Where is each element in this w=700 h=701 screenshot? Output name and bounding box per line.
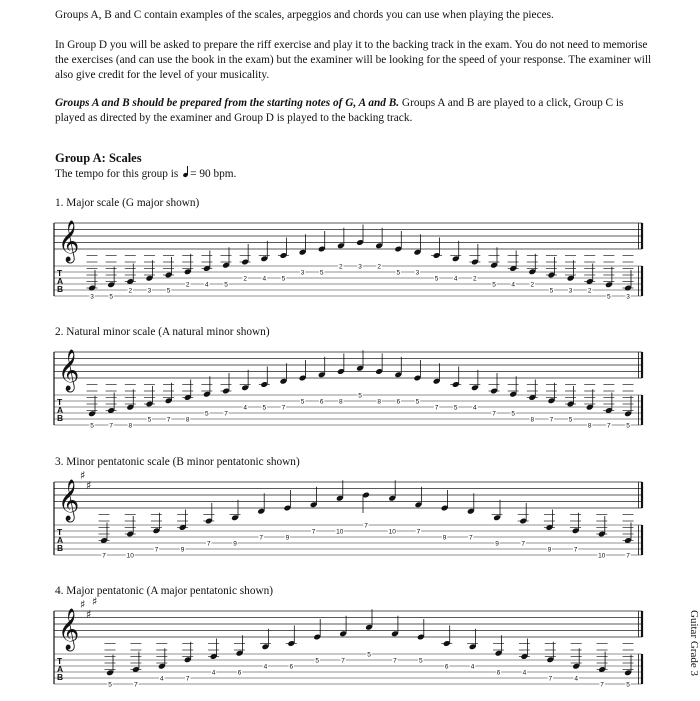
tab-fret-number: 5 [319,269,324,277]
tab-fret-number: 2 [530,281,535,289]
tab-fret-number: 7 [154,546,159,554]
intro-paragraph-1: Groups A, B and C contain examples of the scales, arpeggios and chords you can use when playing the pieces. [55,9,554,21]
tab-fret-number: 3 [358,263,362,271]
tab-fret-number: 8 [587,422,592,430]
tab-fret-number: 5 [626,422,630,430]
tab-fret-number: 9 [180,546,185,554]
tab-fret-number: 5 [90,422,94,430]
tab-fret-number: 5 [262,404,267,412]
tab-fret-number: 7 [311,528,316,536]
tab-fret-number: 7 [434,404,439,412]
treble-clef-icon: 𝄞 [58,480,80,521]
tab-fret-number: 4 [574,675,579,683]
tab-fret-number: 5 [300,398,305,406]
tab-fret-number: 3 [147,287,152,295]
tab-fret-number: 5 [418,657,423,665]
tab-fret-number: 4 [511,281,515,289]
tab-fret-number: 4 [470,663,475,671]
tab-fret-number: 5 [626,681,630,689]
tab-fret-number: 9 [233,540,237,548]
tab-fret-number: 6 [289,663,294,671]
tab-fret-number: 9 [442,534,447,542]
tab-fret-number: 2 [587,287,592,295]
tab-fret-number: 8 [377,398,381,406]
tab-fret-number: 7 [492,410,496,418]
tab-fret-number: 7 [600,681,604,689]
tab-fret-number: 5 [224,281,228,289]
tab-clef-letter: A [57,276,64,286]
tab-fret-number: 5 [607,293,611,301]
tab-fret-number: 8 [339,398,343,406]
tab-fret-number: 10 [126,552,134,560]
tab-fret-number: 5 [511,410,515,418]
tab-fret-number: 7 [185,675,190,683]
tempo-value: = 90 bpm. [190,168,237,180]
tab-fret-number: 7 [134,681,138,689]
tab-fret-number: 8 [128,422,133,430]
group-a-title: Group A: Scales [55,151,142,165]
intro-paragraph-3 [55,96,655,126]
tab-fret-number: 7 [102,552,106,560]
exercise-2-notation [52,342,644,442]
tab-fret-number: 7 [281,404,286,412]
tab-fret-number: 7 [416,528,421,536]
tab-fret-number: 7 [224,410,228,418]
tab-fret-number: 3 [90,293,94,301]
tab-fret-number: 4 [263,663,268,671]
intro-paragraph-2: In Group D you will be asked to prepare the riff exercise and play it to the backing track in the exam. You do not need to memorise the exercises (and can use the book in the exam) but the examiner will be looking for the speed of your response. The examiner will also give credit for the level of your musicality. [55,39,652,81]
tab-fret-number: 5 [166,287,171,295]
key-signature-sharp: ♯ [86,478,92,492]
exercise-4-label: 4. Major pentatonic (A major pentatonic shown) [55,585,274,597]
tab-clef-letter: T [57,527,63,537]
tab-fret-number: 7 [364,522,368,530]
tab-fret-number: 5 [396,269,401,277]
tab-fret-number: 7 [341,657,345,665]
tab-fret-number: 7 [548,675,553,683]
treble-clef-icon: 𝄞 [58,609,80,650]
tempo-line [55,167,655,182]
tab-fret-number: 5 [281,275,286,283]
tab-fret-number: 2 [128,287,133,295]
intro-paragraph-3-rest: Groups A and B are played to a click, Group C is played as directed by the examiner and Group D is played to the backing track. [55,97,624,124]
tab-fret-number: 5 [568,416,573,424]
tab-fret-number: 4 [522,669,527,677]
key-signature-sharp: ♯ [86,607,92,621]
tab-fret-number: 4 [159,675,164,683]
tab-fret-number: 4 [205,281,209,289]
exercise-2-label: 2. Natural minor scale (A natural minor shown) [55,326,270,338]
tab-clef-letter: A [57,405,64,415]
tab-fret-number: 8 [185,416,190,424]
tab-fret-number: 7 [206,540,211,548]
tab-fret-number: 4 [211,669,216,677]
tab-fret-number: 3 [415,269,420,277]
tab-clef-letter: A [57,664,64,674]
tab-fret-number: 7 [393,657,397,665]
tab-fret-number: 10 [336,528,344,536]
tab-clef-letter: T [57,656,63,666]
exercise-4-notation [52,594,644,701]
key-signature-sharp: ♯ [92,594,98,608]
tab-fret-number: 5 [147,416,152,424]
treble-clef-icon: 𝄞 [58,350,80,391]
tab-fret-number: 6 [319,398,324,406]
tab-fret-number: 7 [573,546,578,554]
sidebar-text: Guitar Grade 3 [688,610,700,676]
tab-fret-number: 5 [315,657,320,665]
exercise-3-label: 3. Minor pentatonic scale (B minor pentatonic shown) [55,456,300,468]
tab-fret-number: 5 [108,681,112,689]
tab-fret-number: 7 [468,534,473,542]
tab-fret-number: 6 [496,669,501,677]
tab-fret-number: 5 [549,287,554,295]
tab-fret-number: 2 [243,275,247,283]
tab-fret-number: 6 [444,663,449,671]
tab-fret-number: 2 [185,281,190,289]
tab-fret-number: 10 [388,528,396,536]
tab-fret-number: 5 [358,392,362,400]
tab-fret-number: 7 [166,416,171,424]
tab-fret-number: 5 [453,404,458,412]
sidebar-grade-label [688,610,700,700]
tab-fret-number: 2 [339,263,343,271]
treble-clef-icon: 𝄞 [58,221,80,262]
quarter-note-icon [183,167,189,177]
tab-clef-letter: B [57,284,64,294]
exercise-1-notation [52,213,644,313]
tab-fret-number: 9 [547,546,552,554]
tab-fret-number: 2 [473,275,477,283]
tab-fret-number: 9 [285,534,290,542]
tab-fret-number: 6 [237,669,242,677]
tab-fret-number: 5 [367,651,371,659]
tab-fret-number: 3 [568,287,573,295]
tab-clef-letter: T [57,397,63,407]
tab-fret-number: 7 [259,534,264,542]
tab-fret-number: 3 [300,269,305,277]
tab-fret-number: 7 [109,422,113,430]
tab-clef-letter: B [57,413,64,423]
tab-clef-letter: B [57,543,64,553]
tab-fret-number: 7 [626,552,630,560]
tab-fret-number: 4 [453,275,458,283]
key-signature-sharp: ♯ [80,598,86,611]
tab-fret-number: 7 [549,416,554,424]
tab-fret-number: 4 [243,404,247,412]
tab-clef-letter: A [57,535,64,545]
tab-fret-number: 4 [262,275,267,283]
tab-fret-number: 7 [607,422,611,430]
tab-fret-number: 5 [109,293,113,301]
tab-fret-number: 8 [530,416,535,424]
tab-fret-number: 3 [626,293,630,301]
intro-paragraph-3-emphasis: Groups A and B should be prepared from the starting notes of G, A and B. [55,97,400,109]
tab-fret-number: 5 [434,275,439,283]
tab-fret-number: 5 [205,410,209,418]
key-signature-sharp: ♯ [80,469,86,482]
tab-fret-number: 9 [495,540,499,548]
tab-clef-letter: T [57,268,63,278]
tab-fret-number: 6 [396,398,401,406]
tab-fret-number: 4 [473,404,477,412]
tab-fret-number: 2 [377,263,381,271]
exercise-1-label: 1. Major scale (G major shown) [55,197,200,209]
tab-fret-number: 7 [521,540,526,548]
tab-fret-number: 10 [598,552,606,560]
tab-clef-letter: B [57,672,64,682]
tab-fret-number: 5 [492,281,496,289]
exercise-3-notation [52,469,644,572]
tab-fret-number: 5 [415,398,420,406]
tempo-prefix: The tempo for this group is [55,168,182,180]
